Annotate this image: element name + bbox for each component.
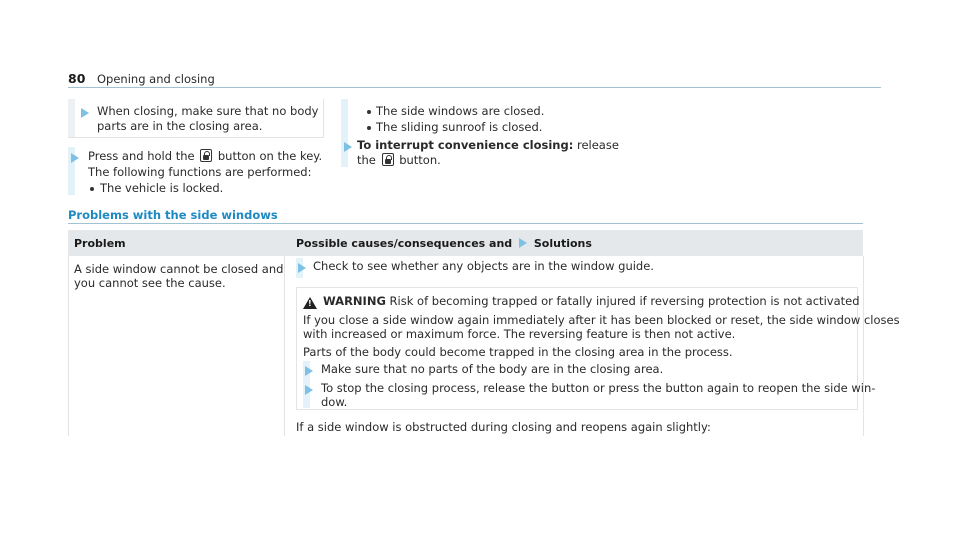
table-border-left [68,256,69,436]
table-border-right [863,256,864,436]
bullet-text: The side windows are closed. [376,104,545,118]
step-text [357,138,619,153]
step-text-pre: the [357,153,376,167]
lock-key-icon [382,153,394,166]
bullet-text: The vehicle is locked. [100,181,224,195]
lock-key-icon [200,149,212,162]
step-arrow-icon [71,153,79,163]
page-number: 80 [68,71,86,86]
problems-heading: Problems with the side windows [68,208,278,222]
warning-step-text: dow. [321,395,348,409]
warning-line [323,294,860,309]
step-bold-label: To interrupt convenience closing: [357,138,574,152]
step-text-post: button on the key. [217,149,323,163]
warning-step-text: To stop the closing process, release the button or press the button again to reopen the side win- [321,381,876,395]
warning-triangle-icon [303,297,317,312]
table-border-middle [284,256,285,436]
problems-divider [68,223,863,224]
step-arrow-icon [305,385,313,395]
warning-paragraph: Parts of the body could become trapped in the closing area in the process. [303,345,733,359]
step-text [357,153,441,168]
step-arrow-icon [305,366,313,376]
step-side-bar [68,99,75,137]
step-text-rest: release [573,138,619,152]
bullet-text: The sliding sunroof is closed. [376,120,543,134]
step-arrow-icon [81,108,89,118]
arrow-icon [519,238,527,248]
problem-text: you cannot see the cause. [74,276,226,290]
column-header-solutions-text: Solutions [533,237,592,250]
warning-step-text: Make sure that no parts of the body are in the closing area. [321,362,664,376]
warning-label: WARNING [323,294,386,308]
bullet-dot [90,187,94,191]
step-side-bar [341,99,348,137]
bullet-dot [367,110,371,114]
column-header-causes-text: Possible causes/consequences and [296,237,513,250]
step-text [88,149,322,164]
column-header-causes [296,236,592,251]
step-arrow-icon [344,142,352,152]
bullet-box [341,99,348,137]
column-header-problem: Problem [74,237,126,250]
header-divider [68,87,881,88]
step-text: When closing, make sure that no body [97,104,319,118]
step-text: The following functions are performed: [88,165,312,179]
step-arrow-icon [298,263,306,273]
solution-step-text: Check to see whether any objects are in the window guide. [313,259,654,273]
step-text: parts are in the closing area. [97,119,263,133]
warning-text: Risk of becoming trapped or fatally injured if reversing protection is not activated [385,294,860,308]
solution-text: If a side window is obstructed during closing and reopens again slightly: [296,420,711,434]
section-title: Opening and closing [97,72,215,86]
warning-paragraph: with increased or maximum force. The reversing feature is then not active. [303,327,736,341]
bullet-dot [367,126,371,130]
step-text-post: button. [399,153,441,167]
warning-paragraph: If you close a side window again immediately after it has been blocked or reset, the side window closes [303,313,900,327]
problem-text: A side window cannot be closed and [74,262,284,276]
step-text-pre: Press and hold the [88,149,195,163]
